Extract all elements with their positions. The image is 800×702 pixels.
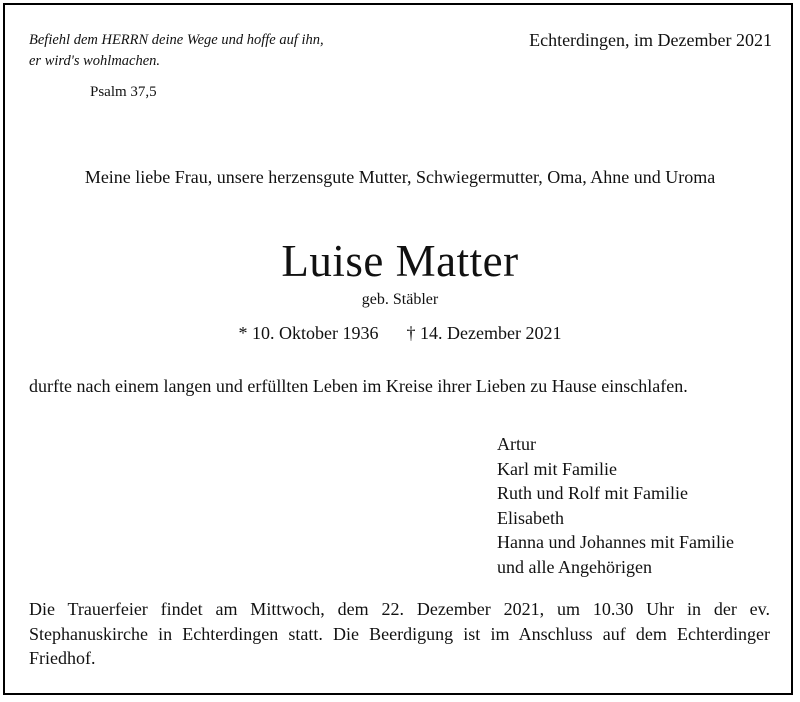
birth-date: * 10. Oktober 1936: [238, 323, 379, 343]
deceased-name: Luise Matter: [281, 236, 519, 286]
mourner: Elisabeth: [497, 507, 564, 528]
notice-border: [3, 3, 793, 695]
bible-verse: [29, 30, 324, 72]
intro-text: Meine liebe Frau, unsere herzensgute Mutter, Schwiegermutter, Oma, Ahne und Uroma: [84, 167, 716, 187]
mourner: Ruth und Rolf mit Familie: [497, 483, 689, 503]
verse-line-2: er wird's wohlmachen.: [29, 53, 161, 69]
mourner: Karl mit Familie: [497, 458, 617, 479]
mourners-list: [497, 432, 734, 579]
maiden-name: geb. Stäbler: [361, 291, 439, 308]
mourner: und alle Angehörigen: [497, 556, 652, 577]
passing-text: durfte nach einem langen und erfüllten Leben im Kreise ihrer Lieben zu Hause einschlafen.: [29, 376, 688, 396]
funeral-info: Die Trauerfeier findet am Mittwoch, dem 22. Dezember 2021, um 10.30 Uhr in der ev. Stephanuskirche in Echterdingen statt. Die Beerdigung ist im Anschluss auf dem Echterdinger Friedhof.: [29, 599, 770, 668]
mourner: Hanna und Johannes mit Familie: [497, 532, 734, 552]
verse-line-1: Befiehl dem HERRN deine Wege und hoffe auf ihn,: [29, 32, 324, 48]
life-dates: [0, 323, 800, 344]
mourner: Artur: [497, 434, 536, 454]
death-date: † 14. Dezember 2021: [406, 323, 562, 343]
verse-reference: Psalm 37,5: [90, 84, 157, 100]
place-date: Echterdingen, im Dezember 2021: [529, 30, 772, 50]
